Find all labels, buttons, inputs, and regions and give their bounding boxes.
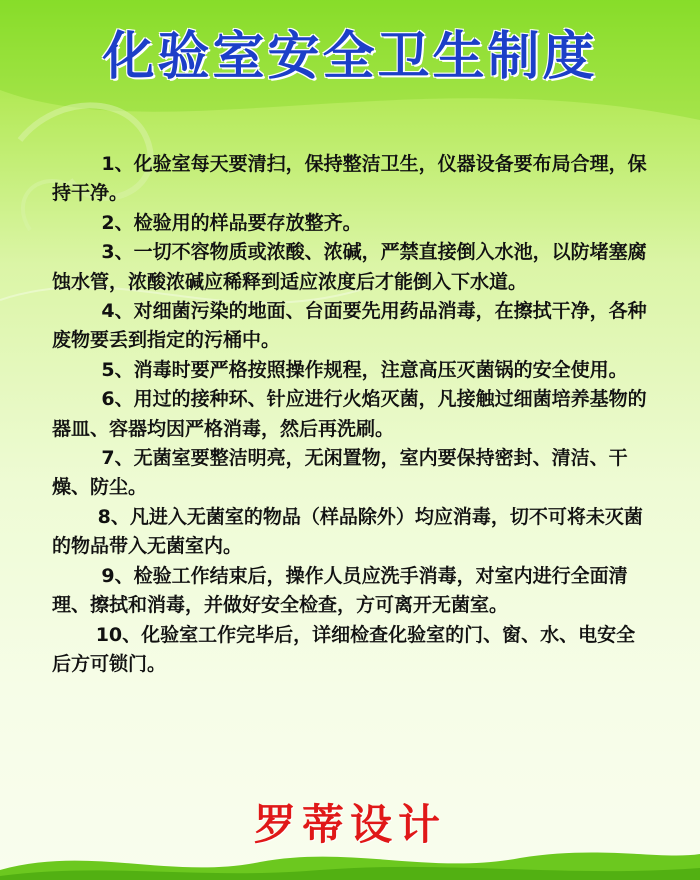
rule-item-1: 1、化验室每天要清扫，保持整洁卫生，仪器设备要布局合理，保持干净。 [52,153,647,205]
rule-item-6: 6、用过的接种环、针应进行火焰灭菌，凡接触过细菌培养基物的器皿、容器均因严格消毒，然后再洗刷。 [52,388,647,440]
rule-item-5: 5、消毒时要严格按照操作规程，注意高压灭菌锅的安全使用。 [101,358,628,381]
rule-item-3: 3、一切不容物质或浓酸、浓碱，严禁直接倒入水池，以防堵塞腐蚀水管，浓酸浓碱应稀释到适应浓度后才能倒入下水道。 [52,241,647,293]
rule-item-7: 7、无菌室要整洁明亮，无闲置物，室内要保持密封、清洁、干燥、防尘。 [52,447,628,499]
rule-item-4: 4、对细菌污染的地面、台面要先用药品消毒，在擦拭干净，各种废物要丢到指定的污桶中。 [52,300,647,352]
rule-item-8: 8、凡进入无菌室的物品（样品除外）均应消毒，切不可将未灭菌的物品带入无菌室内。 [52,505,643,558]
rules-list [52,150,652,679]
designer-signature: 罗蒂设计 [253,800,446,849]
rule-item-2: 2、检验用的样品要存放整齐。 [101,211,362,234]
rule-item-9: 9、检验工作结束后，操作人员应洗手消毒，对室内进行全面清理、擦拭和消毒，并做好安全检查，方可离开无菌室。 [52,564,628,617]
page-title: 化验室安全卫生制度 [102,27,598,87]
bottom-wave-decoration [0,840,700,880]
rule-item-10: 10、化验室工作完毕后，详细检查化验室的门、窗、水、电安全后方可锁门。 [52,623,636,675]
